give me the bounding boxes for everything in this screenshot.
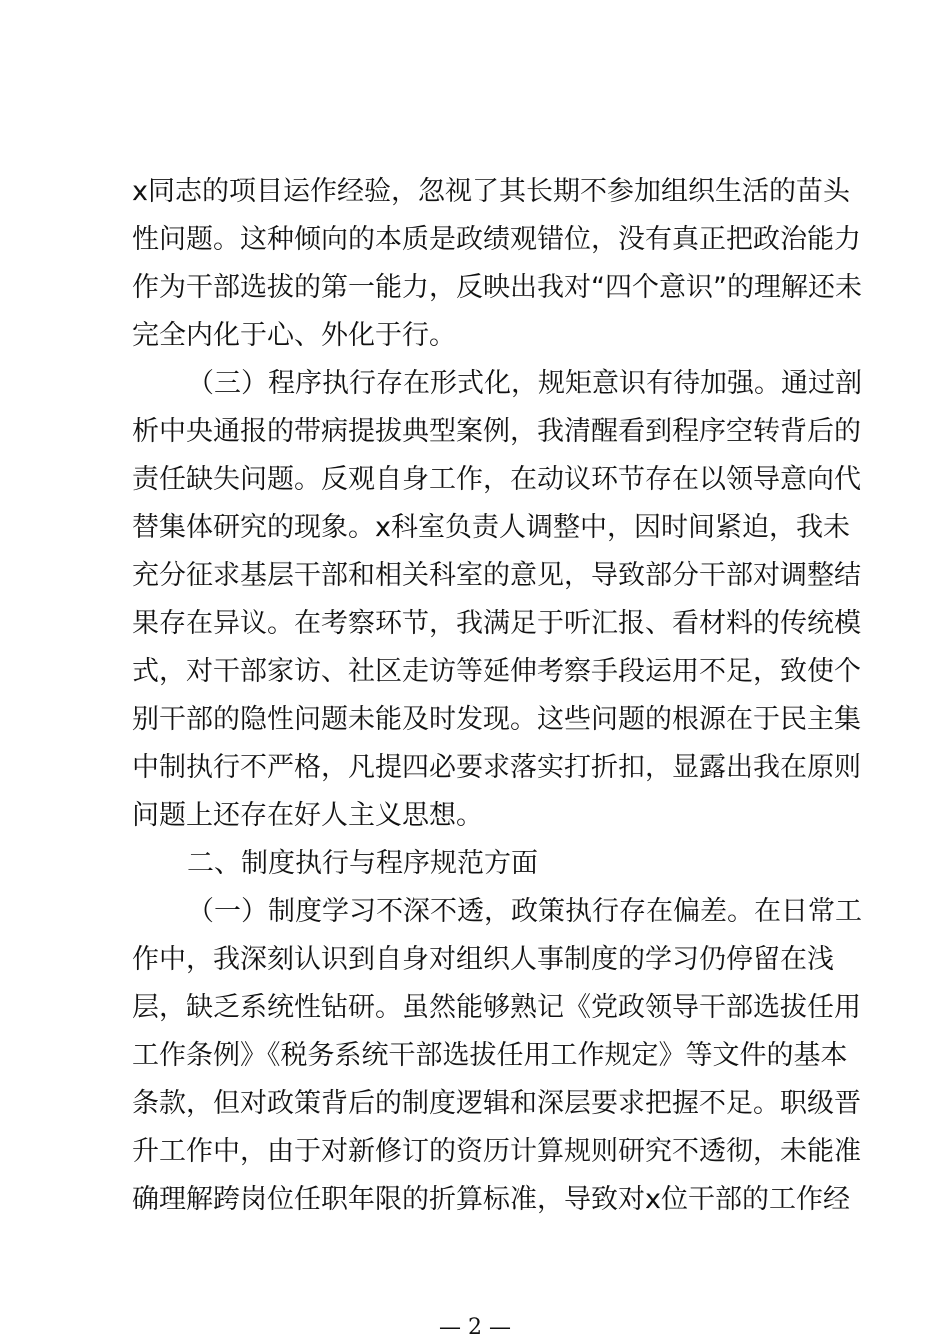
text-line: x同志的项目运作经验，忽视了其长期不参加组织生活的苗头	[132, 176, 850, 207]
text-line: 果存在异议。在考察环节，我满足于听汇报、看材料的传统模	[132, 608, 861, 639]
text-line: （一）制度学习不深不透，政策执行存在偏差。在日常工	[187, 896, 862, 927]
text-line: 中制执行不严格，凡提四必要求落实打折扣，显露出我在原则	[132, 752, 861, 783]
text-line: 别干部的隐性问题未能及时发现。这些问题的根源在于民主集	[132, 704, 861, 735]
text-line: 条款，但对政策背后的制度逻辑和深层要求把握不足。职级晋	[132, 1088, 861, 1119]
text-line: 作中，我深刻认识到自身对组织人事制度的学习仍停留在浅	[132, 944, 834, 975]
text-line: 式，对干部家访、社区走访等延伸考察手段运用不足，致使个	[132, 656, 861, 687]
text-line: 完全内化于心、外化于行。	[132, 320, 456, 351]
text-line: 充分征求基层干部和相关科室的意见，导致部分干部对调整结	[132, 560, 861, 591]
text-line: 替集体研究的现象。x科室负责人调整中，因时间紧迫，我未	[132, 512, 850, 543]
text-line: 作为干部选拔的第一能力，反映出我对“四个意识”的理解还未	[132, 272, 862, 303]
text-line: 责任缺失问题。反观自身工作，在动议环节存在以领导意向代	[132, 464, 861, 495]
text-line: 工作条例》《税务系统干部选拔任用工作规定》等文件的基本	[132, 1040, 848, 1071]
text-line: 析中央通报的带病提拔典型案例，我清醒看到程序空转背后的	[132, 416, 861, 447]
text-line: 确理解跨岗位任职年限的折算标准，导致对x位干部的工作经	[132, 1184, 850, 1215]
text-line: 性问题。这种倾向的本质是政绩观错位，没有真正把政治能力	[132, 224, 861, 255]
text-line: 层，缺乏系统性钻研。虽然能够熟记《党政领导干部选拔任用	[132, 992, 861, 1023]
text-line: （三）程序执行存在形式化，规矩意识有待加强。通过剖	[187, 368, 862, 399]
body-text	[132, 168, 862, 1224]
page-number: — 2 —	[439, 1315, 511, 1340]
text-line: 问题上还存在好人主义思想。	[132, 800, 483, 831]
text-line: 升工作中，由于对新修订的资历计算规则研究不透彻，未能准	[132, 1136, 861, 1167]
section-heading: 二、制度执行与程序规范方面	[187, 848, 538, 879]
